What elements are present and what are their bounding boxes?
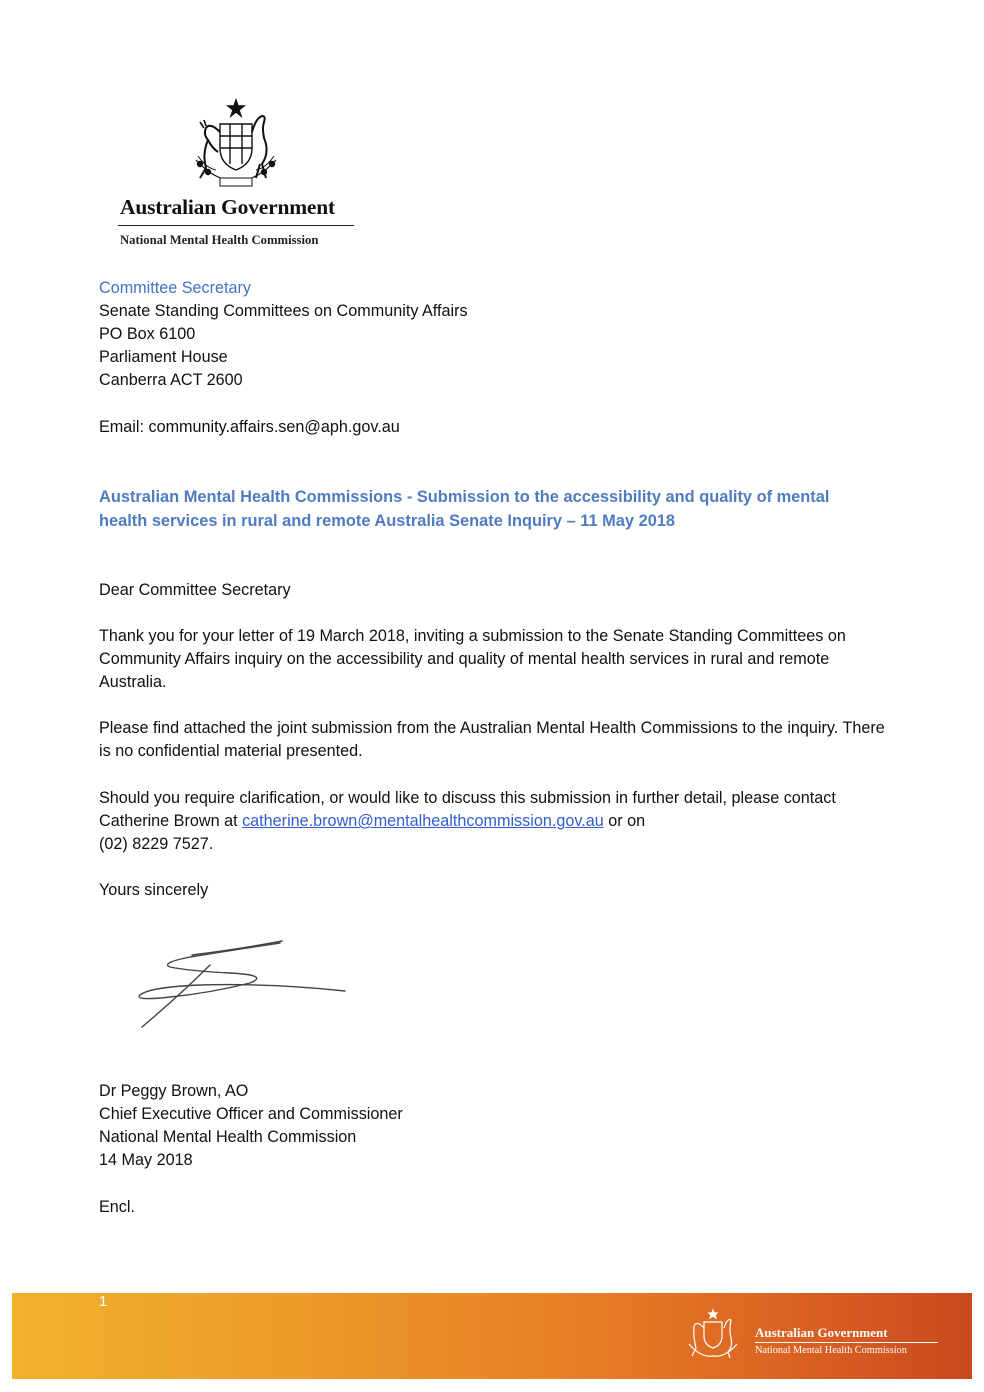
signatory-name: Dr Peggy Brown, AO [99,1082,249,1100]
paragraph-2: Please find attached the joint submission from the Australian Mental Health Commissions to the inquiry. There is no confidential material presented. [99,719,885,760]
letterhead-rule [118,225,354,226]
signature [130,935,355,1033]
letter-subject: Australian Mental Health Commissions - Submission to the accessibility and quality of mental health services in rural and remote Australia Senate Inquiry – 11 May 2018 [99,488,830,530]
coat-of-arms-icon [176,98,296,190]
page-number: 1 [99,1293,108,1310]
addressee-title: Committee Secretary [99,279,252,297]
footer-org: Australian Government [755,1325,888,1340]
footer-division: National Mental Health Commission [755,1345,907,1356]
addressee-block [99,277,468,392]
paragraph-3-text: Should you require clarification, or would like to discuss this submission in further detail, please contact Catherine Brown at [99,789,836,830]
letterhead-division: National Mental Health Commission [120,233,319,247]
addressee-line: Canberra ACT 2600 [99,371,243,389]
addressee-line: PO Box 6100 [99,325,196,343]
signatory-org: National Mental Health Commission [99,1128,357,1146]
page-footer [12,1293,972,1379]
letter-date: 14 May 2018 [99,1151,193,1169]
addressee-line: Parliament House [99,348,228,366]
salutation: Dear Committee Secretary [99,581,291,599]
signatory-block [99,1080,403,1172]
letterhead-org: Australian Government [120,195,335,219]
footer-rule [755,1342,938,1343]
footer-coat-of-arms-icon [679,1308,747,1364]
addressee-line: Senate Standing Committees on Community Affairs [99,302,468,320]
enclosure-note: Encl. [99,1198,135,1216]
signatory-role: Chief Executive Officer and Commissioner [99,1105,403,1123]
addressee-email: Email: community.affairs.sen@aph.gov.au [99,418,400,436]
paragraph-3 [99,787,889,856]
contact-email-link[interactable]: catherine.brown@mentalhealthcommission.gov.au [242,812,604,830]
contact-phone: (02) 8229 7527. [99,835,214,853]
paragraph-1: Thank you for your letter of 19 March 2018, inviting a submission to the Senate Standing Committees on Community Affairs inquiry on the accessibility and quality of mental health services in rural and remote Australia. [99,627,846,691]
paragraph-3-text-after: or on [603,812,646,830]
closing: Yours sincerely [99,881,209,899]
